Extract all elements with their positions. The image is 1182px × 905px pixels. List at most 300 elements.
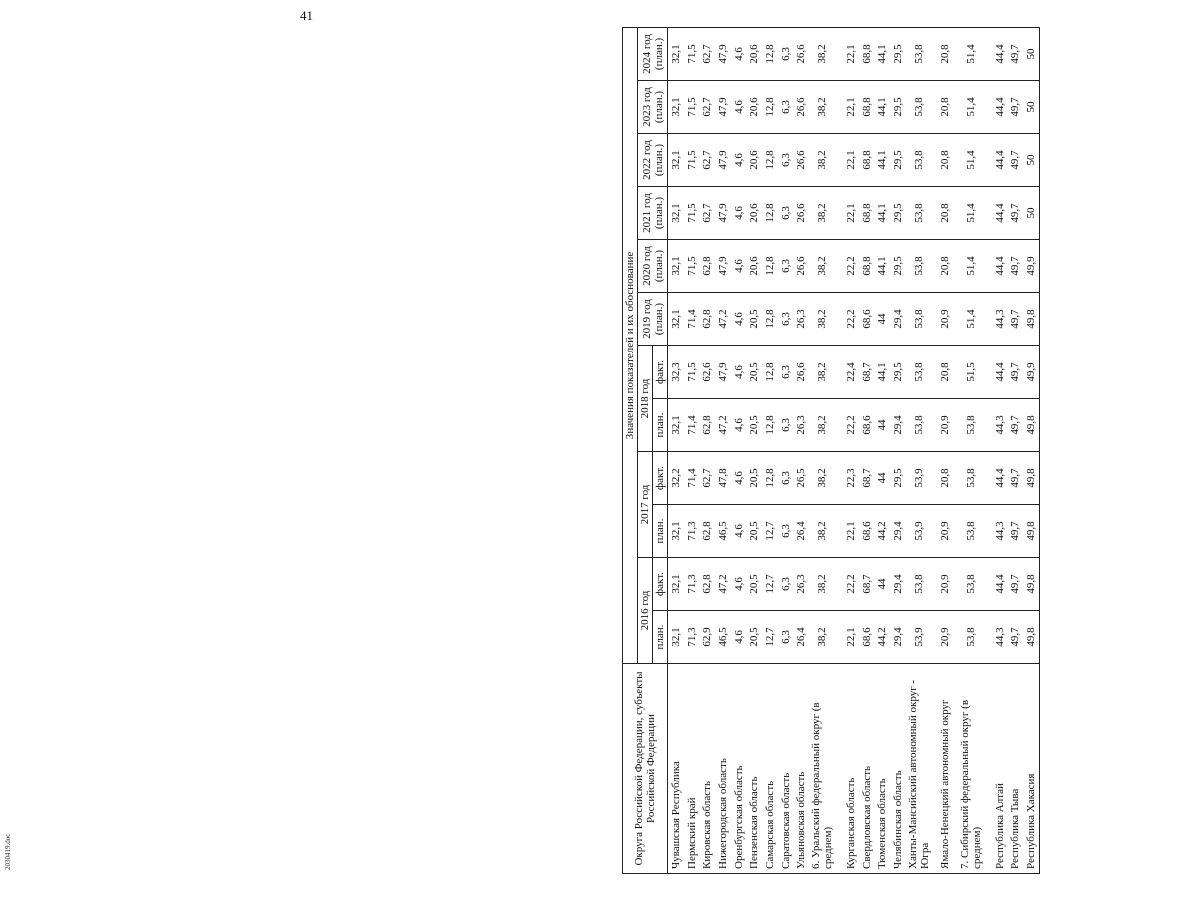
value-cell: 53,8 <box>906 27 932 80</box>
value-cell: 22,2 <box>843 240 859 293</box>
year-label: 2023 год <box>640 87 653 127</box>
region-name-cell <box>984 664 992 874</box>
value-cell: 49,7 <box>1008 611 1024 664</box>
value-cell <box>984 240 992 293</box>
value-cell: 38,2 <box>809 505 835 558</box>
year-sublabel: (план.) <box>652 90 665 124</box>
value-cell: 20,5 <box>746 611 762 664</box>
value-cell: 47,2 <box>715 558 731 611</box>
value-cell: 22,1 <box>843 81 859 134</box>
value-cell: 20,6 <box>746 187 762 240</box>
value-cell: 51,4 <box>958 187 984 240</box>
value-cell: 68,6 <box>859 399 875 452</box>
value-cell: 49,7 <box>1008 187 1024 240</box>
year-header <box>638 81 668 134</box>
value-cell <box>835 81 843 134</box>
table-row <box>843 27 859 873</box>
value-cell: 12,8 <box>762 187 778 240</box>
value-cell: 22,3 <box>843 452 859 505</box>
value-cell: 44,1 <box>875 187 891 240</box>
table-row <box>794 27 810 873</box>
value-cell: 51,4 <box>958 134 984 187</box>
value-cell: 44 <box>875 452 891 505</box>
value-cell: 32,1 <box>668 187 684 240</box>
value-cell: 20,8 <box>932 346 958 399</box>
value-cell: 49,8 <box>1023 452 1039 505</box>
value-cell: 12,7 <box>762 611 778 664</box>
value-cell: 50 <box>1023 134 1039 187</box>
region-name-cell: Чувашская Республика <box>668 664 684 874</box>
value-cell: 29,4 <box>890 399 906 452</box>
value-cell: 4,6 <box>731 452 747 505</box>
value-cell: 22,1 <box>843 505 859 558</box>
region-name-cell: Ямало-Ненецкий автономный округ <box>932 664 958 874</box>
year-header: 2016 год <box>638 558 653 664</box>
year-header <box>638 240 668 293</box>
value-cell: 47,9 <box>715 134 731 187</box>
value-cell: 4,6 <box>731 27 747 80</box>
region-name-cell: Курганская область <box>843 664 859 874</box>
value-cell: 44,4 <box>992 134 1008 187</box>
value-cell <box>984 81 992 134</box>
value-cell: 44,4 <box>992 558 1008 611</box>
value-cell: 51,4 <box>958 293 984 346</box>
year-label: 2021 год <box>640 193 653 233</box>
value-cell: 22,2 <box>843 558 859 611</box>
value-cell: 53,8 <box>906 293 932 346</box>
region-column-header: Округа Российской Федерации, субъекты Российской Федерации <box>623 664 668 874</box>
region-name-cell: Кировская область <box>699 664 715 874</box>
value-cell: 68,6 <box>859 293 875 346</box>
value-cell: 49,8 <box>1023 505 1039 558</box>
value-cell: 44,4 <box>992 81 1008 134</box>
value-cell: 6,3 <box>778 452 794 505</box>
value-cell: 71,4 <box>684 293 700 346</box>
value-cell: 44,1 <box>875 240 891 293</box>
value-cell: 29,5 <box>890 187 906 240</box>
value-cell: 26,6 <box>794 240 810 293</box>
value-cell: 32,1 <box>668 505 684 558</box>
value-cell: 62,7 <box>699 27 715 80</box>
value-cell: 68,8 <box>859 27 875 80</box>
value-cell: 53,8 <box>958 452 984 505</box>
value-cell <box>835 505 843 558</box>
value-cell: 53,8 <box>906 399 932 452</box>
value-cell: 62,7 <box>699 134 715 187</box>
value-cell: 20,6 <box>746 240 762 293</box>
value-cell: 71,5 <box>684 187 700 240</box>
value-cell <box>984 187 992 240</box>
value-cell: 20,6 <box>746 81 762 134</box>
value-cell <box>835 27 843 80</box>
value-cell: 47,9 <box>715 187 731 240</box>
value-cell: 68,6 <box>859 505 875 558</box>
value-cell: 71,5 <box>684 81 700 134</box>
region-name-cell: Тюменская область <box>875 664 891 874</box>
value-cell: 20,8 <box>932 134 958 187</box>
value-cell: 53,8 <box>906 240 932 293</box>
value-cell: 38,2 <box>809 293 835 346</box>
value-cell: 46,5 <box>715 611 731 664</box>
value-cell: 6,3 <box>778 346 794 399</box>
value-cell <box>984 346 992 399</box>
value-cell: 4,6 <box>731 346 747 399</box>
value-cell: 20,5 <box>746 452 762 505</box>
value-cell <box>835 240 843 293</box>
value-cell: 12,8 <box>762 240 778 293</box>
value-cell: 32,1 <box>668 611 684 664</box>
value-cell: 4,6 <box>731 611 747 664</box>
value-cell: 38,2 <box>809 240 835 293</box>
table-row <box>875 27 891 873</box>
value-cell: 53,8 <box>958 505 984 558</box>
value-cell: 49,7 <box>1008 346 1024 399</box>
fact-subheader: факт. <box>653 558 668 611</box>
value-cell: 20,5 <box>746 399 762 452</box>
table-row <box>668 27 684 873</box>
value-cell: 44,2 <box>875 611 891 664</box>
table-row <box>699 27 715 873</box>
value-cell: 26,4 <box>794 611 810 664</box>
value-cell: 51,4 <box>958 27 984 80</box>
value-cell: 38,2 <box>809 81 835 134</box>
fact-subheader: факт. <box>653 346 668 399</box>
value-cell: 4,6 <box>731 134 747 187</box>
value-cell <box>984 505 992 558</box>
value-cell: 4,6 <box>731 187 747 240</box>
value-cell: 20,5 <box>746 293 762 346</box>
value-cell: 29,5 <box>890 27 906 80</box>
value-cell: 20,9 <box>932 611 958 664</box>
region-name-cell: Самарская область <box>762 664 778 874</box>
value-cell: 4,6 <box>731 558 747 611</box>
value-cell: 22,2 <box>843 293 859 346</box>
value-cell: 47,9 <box>715 27 731 80</box>
value-cell: 44,3 <box>992 611 1008 664</box>
value-cell <box>835 134 843 187</box>
value-cell: 12,8 <box>762 346 778 399</box>
value-cell: 6,3 <box>778 240 794 293</box>
region-name-cell: Пензенская область <box>746 664 762 874</box>
value-cell <box>835 187 843 240</box>
value-cell: 4,6 <box>731 293 747 346</box>
region-name-cell: 7. Сибирский федеральный округ (в среднем) <box>958 664 984 874</box>
value-cell: 44 <box>875 558 891 611</box>
value-cell: 20,5 <box>746 558 762 611</box>
table-row <box>684 27 700 873</box>
value-cell <box>835 558 843 611</box>
value-cell: 26,6 <box>794 187 810 240</box>
value-cell: 29,5 <box>890 346 906 399</box>
value-cell: 49,7 <box>1008 134 1024 187</box>
value-cell: 50 <box>1023 27 1039 80</box>
region-name-cell: Пермский край <box>684 664 700 874</box>
value-cell: 53,9 <box>906 505 932 558</box>
year-header: 2018 год <box>638 346 653 452</box>
value-cell: 71,4 <box>684 452 700 505</box>
indicator-table <box>622 27 1040 874</box>
value-cell: 53,8 <box>906 134 932 187</box>
year-label: 2020 год <box>640 246 653 286</box>
value-cell: 29,5 <box>890 81 906 134</box>
value-cell: 20,8 <box>932 240 958 293</box>
year-sublabel: (план.) <box>652 37 665 71</box>
value-cell: 49,8 <box>1023 558 1039 611</box>
document-filename: 2030419.doc <box>4 833 12 870</box>
region-name-cell: 6. Уральский федеральный округ (в среднем) <box>809 664 835 874</box>
value-cell <box>984 452 992 505</box>
value-cell: 26,3 <box>794 293 810 346</box>
plan-subheader: план. <box>653 399 668 452</box>
value-cell: 68,8 <box>859 81 875 134</box>
value-cell: 62,7 <box>699 452 715 505</box>
region-name-cell: Нижегородская область <box>715 664 731 874</box>
value-cell: 26,6 <box>794 346 810 399</box>
value-cell: 44,4 <box>992 187 1008 240</box>
value-cell: 32,2 <box>668 452 684 505</box>
value-cell: 71,5 <box>684 240 700 293</box>
value-cell: 22,1 <box>843 27 859 80</box>
table-row <box>890 27 906 873</box>
value-cell: 68,8 <box>859 187 875 240</box>
value-cell: 32,1 <box>668 558 684 611</box>
table-row <box>778 27 794 873</box>
value-cell: 68,7 <box>859 452 875 505</box>
value-cell: 71,3 <box>684 505 700 558</box>
value-cell: 22,1 <box>843 611 859 664</box>
page-number: 41 <box>300 8 313 23</box>
value-cell: 44,1 <box>875 81 891 134</box>
value-cell: 49,8 <box>1023 611 1039 664</box>
value-cell: 44,1 <box>875 27 891 80</box>
table-row <box>1023 27 1039 873</box>
value-cell: 62,7 <box>699 187 715 240</box>
value-cell: 53,8 <box>906 346 932 399</box>
value-cell: 71,5 <box>684 27 700 80</box>
value-cell: 20,9 <box>932 293 958 346</box>
value-cell: 12,8 <box>762 27 778 80</box>
value-cell: 71,3 <box>684 611 700 664</box>
value-cell: 20,9 <box>932 399 958 452</box>
value-cell: 49,8 <box>1023 293 1039 346</box>
table-row <box>731 27 747 873</box>
value-cell <box>984 399 992 452</box>
value-cell: 44,1 <box>875 134 891 187</box>
value-cell: 44 <box>875 293 891 346</box>
table-row <box>1008 27 1024 873</box>
table-row <box>958 27 984 873</box>
value-cell: 49,7 <box>1008 399 1024 452</box>
value-cell: 20,8 <box>932 452 958 505</box>
value-cell: 26,6 <box>794 27 810 80</box>
value-cell: 32,3 <box>668 346 684 399</box>
value-cell: 44,2 <box>875 505 891 558</box>
value-cell: 20,6 <box>746 27 762 80</box>
value-cell: 20,9 <box>932 505 958 558</box>
value-cell: 29,5 <box>890 240 906 293</box>
value-cell: 62,8 <box>699 558 715 611</box>
value-cell: 20,8 <box>932 27 958 80</box>
value-cell: 12,8 <box>762 452 778 505</box>
table-row <box>906 27 932 873</box>
table-header <box>623 27 668 873</box>
value-cell: 62,8 <box>699 293 715 346</box>
value-cell: 47,9 <box>715 346 731 399</box>
value-cell: 29,4 <box>890 505 906 558</box>
value-cell: 71,4 <box>684 399 700 452</box>
value-cell: 53,8 <box>958 399 984 452</box>
value-cell: 22,1 <box>843 134 859 187</box>
value-cell: 44 <box>875 399 891 452</box>
value-cell: 47,9 <box>715 240 731 293</box>
plan-subheader: план. <box>653 505 668 558</box>
year-header: 2017 год <box>638 452 653 558</box>
value-cell: 29,4 <box>890 558 906 611</box>
value-cell: 62,8 <box>699 505 715 558</box>
region-name-cell: Челябинская область <box>890 664 906 874</box>
value-cell: 44,3 <box>992 399 1008 452</box>
value-cell: 6,3 <box>778 293 794 346</box>
value-cell: 26,5 <box>794 452 810 505</box>
value-cell <box>984 558 992 611</box>
value-cell: 71,3 <box>684 558 700 611</box>
year-header <box>638 134 668 187</box>
value-cell: 53,9 <box>906 452 932 505</box>
value-cell: 49,7 <box>1008 558 1024 611</box>
value-cell: 53,8 <box>958 611 984 664</box>
region-name-cell: Республика Алтай <box>992 664 1008 874</box>
value-cell: 44,4 <box>992 27 1008 80</box>
region-name-cell: Свердловская область <box>859 664 875 874</box>
region-name-cell: Саратовская область <box>778 664 794 874</box>
region-name-cell: Ульяновская область <box>794 664 810 874</box>
value-cell: 49,9 <box>1023 240 1039 293</box>
value-cell: 68,7 <box>859 346 875 399</box>
value-cell <box>835 399 843 452</box>
rotated-table-container <box>622 28 1182 874</box>
value-cell: 53,8 <box>958 558 984 611</box>
value-cell: 20,5 <box>746 346 762 399</box>
value-cell: 44,1 <box>875 346 891 399</box>
value-cell: 12,8 <box>762 81 778 134</box>
value-cell: 49,7 <box>1008 81 1024 134</box>
value-cell: 62,9 <box>699 611 715 664</box>
region-name-cell: Оренбургская область <box>731 664 747 874</box>
value-cell: 62,6 <box>699 346 715 399</box>
value-cell: 29,5 <box>890 452 906 505</box>
value-cell: 29,4 <box>890 611 906 664</box>
value-cell <box>835 611 843 664</box>
year-sublabel: (план.) <box>652 249 665 283</box>
value-cell: 20,9 <box>932 558 958 611</box>
values-group-header: Значения показателей и их обоснование <box>623 27 638 663</box>
value-cell: 20,8 <box>932 81 958 134</box>
value-cell: 20,6 <box>746 134 762 187</box>
table-row <box>809 27 835 873</box>
value-cell: 22,2 <box>843 399 859 452</box>
value-cell: 26,3 <box>794 399 810 452</box>
value-cell: 12,8 <box>762 293 778 346</box>
value-cell: 12,8 <box>762 134 778 187</box>
value-cell <box>984 27 992 80</box>
value-cell: 32,1 <box>668 240 684 293</box>
year-label: 2024 год <box>640 34 653 74</box>
value-cell: 49,7 <box>1008 452 1024 505</box>
value-cell: 32,1 <box>668 293 684 346</box>
value-cell: 71,5 <box>684 134 700 187</box>
value-cell: 32,1 <box>668 399 684 452</box>
value-cell: 38,2 <box>809 134 835 187</box>
value-cell: 49,7 <box>1008 27 1024 80</box>
spacer-row <box>984 27 992 873</box>
value-cell: 44,3 <box>992 505 1008 558</box>
year-header <box>638 187 668 240</box>
value-cell: 4,6 <box>731 505 747 558</box>
year-header <box>638 27 668 80</box>
value-cell: 4,6 <box>731 399 747 452</box>
value-cell: 50 <box>1023 187 1039 240</box>
value-cell <box>835 452 843 505</box>
year-sublabel: (план.) <box>652 196 665 230</box>
value-cell: 62,8 <box>699 240 715 293</box>
region-name-cell <box>835 664 843 874</box>
value-cell: 53,8 <box>906 558 932 611</box>
value-cell: 71,5 <box>684 346 700 399</box>
value-cell: 53,9 <box>906 611 932 664</box>
value-cell: 6,3 <box>778 505 794 558</box>
value-cell: 44,3 <box>992 293 1008 346</box>
year-header <box>638 293 668 346</box>
region-name-cell: Ханты-Мансийский автономный округ - Югра <box>906 664 932 874</box>
value-cell: 49,7 <box>1008 293 1024 346</box>
value-cell: 38,2 <box>809 399 835 452</box>
value-cell: 68,8 <box>859 240 875 293</box>
value-cell: 44,4 <box>992 346 1008 399</box>
value-cell: 6,3 <box>778 81 794 134</box>
table-row <box>932 27 958 873</box>
value-cell: 6,3 <box>778 27 794 80</box>
value-cell: 4,6 <box>731 81 747 134</box>
value-cell: 38,2 <box>809 611 835 664</box>
value-cell: 29,4 <box>890 293 906 346</box>
value-cell <box>984 611 992 664</box>
value-cell: 38,2 <box>809 558 835 611</box>
value-cell: 44,4 <box>992 240 1008 293</box>
table-row <box>746 27 762 873</box>
value-cell: 6,3 <box>778 134 794 187</box>
table-row <box>859 27 875 873</box>
value-cell: 53,8 <box>906 187 932 240</box>
table-row <box>992 27 1008 873</box>
value-cell: 22,4 <box>843 346 859 399</box>
value-cell <box>835 293 843 346</box>
value-cell: 62,8 <box>699 399 715 452</box>
value-cell: 62,7 <box>699 81 715 134</box>
value-cell: 47,2 <box>715 293 731 346</box>
value-cell: 49,7 <box>1008 505 1024 558</box>
value-cell: 51,5 <box>958 346 984 399</box>
value-cell: 12,7 <box>762 505 778 558</box>
value-cell: 38,2 <box>809 187 835 240</box>
value-cell: 26,6 <box>794 134 810 187</box>
plan-subheader: план. <box>653 611 668 664</box>
table-row <box>762 27 778 873</box>
value-cell: 38,2 <box>809 346 835 399</box>
value-cell: 12,7 <box>762 558 778 611</box>
value-cell: 68,7 <box>859 558 875 611</box>
value-cell: 6,3 <box>778 558 794 611</box>
value-cell: 26,4 <box>794 505 810 558</box>
